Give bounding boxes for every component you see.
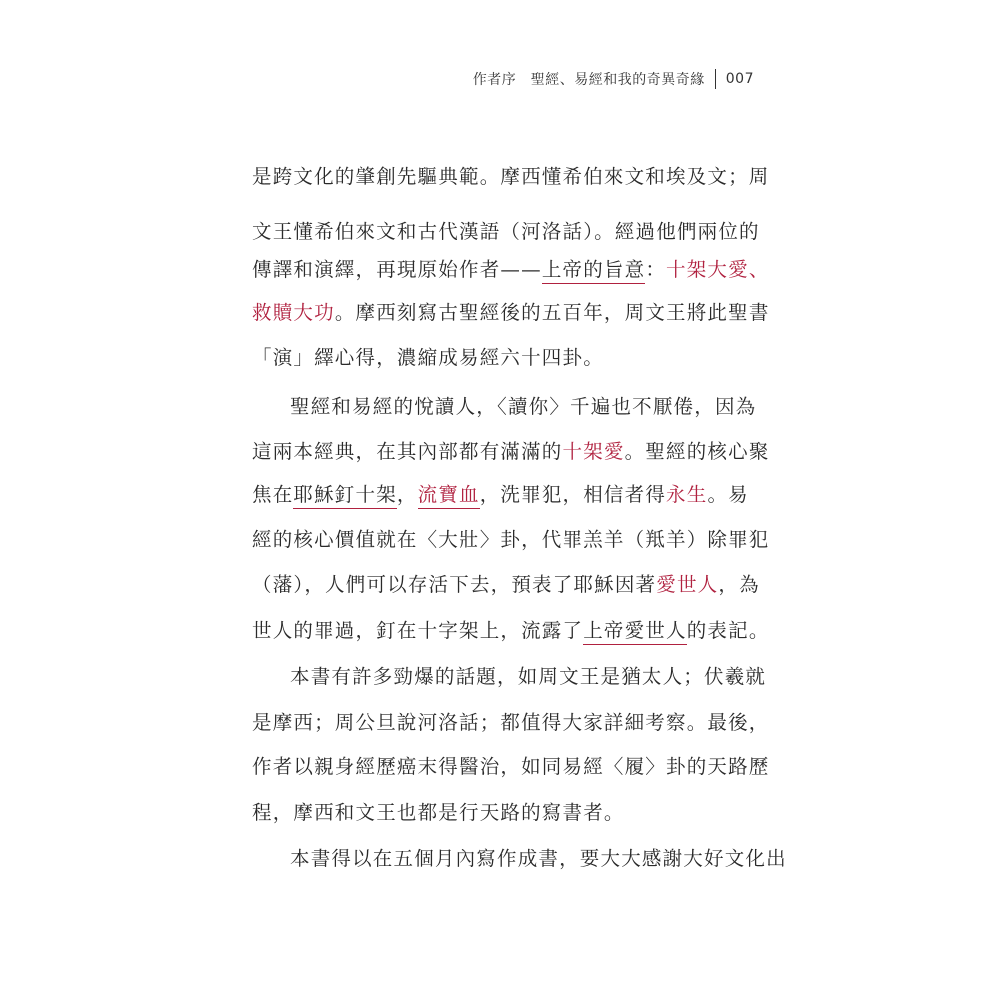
text-line bbox=[290, 665, 766, 689]
text-line bbox=[252, 220, 760, 244]
text-run: 焦在 bbox=[252, 483, 294, 506]
text-line bbox=[252, 801, 625, 825]
text-run: 本書得以在五個月內寫作成書，要大大感謝大好文化出 bbox=[290, 847, 787, 870]
text-run: 。聖經的核心聚 bbox=[624, 440, 770, 463]
highlighted-underlined-phrase: 流寶血 bbox=[418, 483, 480, 509]
highlighted-phrase: 愛世人 bbox=[656, 573, 719, 596]
text-line bbox=[290, 395, 756, 419]
text-line bbox=[252, 440, 770, 464]
text-line bbox=[252, 711, 770, 735]
text-run: ： bbox=[645, 258, 667, 281]
text-run: 。易 bbox=[707, 483, 749, 506]
highlighted-phrase: 永生 bbox=[666, 483, 708, 506]
text-run: 作者以親身經歷癌末得醫治，如同易經〈履〉卦的天路歷 bbox=[252, 755, 770, 778]
page-number: 007 bbox=[725, 71, 754, 87]
text-line bbox=[252, 619, 770, 643]
text-run: 經的核心價值就在〈大壯〉卦，代罪羔羊（羝羊）除罪犯 bbox=[252, 528, 770, 551]
text-run: 「演」繹心得，濃縮成易經六十四卦。 bbox=[252, 346, 604, 369]
underlined-phrase: 耶穌釘十架 bbox=[293, 483, 397, 509]
text-run: 程，摩西和文王也都是行天路的寫書者。 bbox=[252, 801, 625, 824]
text-run: 世人的罪過，釘在十字架上，流露了 bbox=[252, 619, 584, 642]
text-line bbox=[252, 573, 760, 597]
text-run: 文王懂希伯來文和古代漢語（河洛話）。經過他們兩位的 bbox=[252, 220, 760, 243]
text-run: 聖經和易經的悅讀人，〈讀你〉千遍也不厭倦，因為 bbox=[290, 395, 757, 418]
text-line bbox=[252, 301, 770, 325]
text-run: 傳譯和演繹，再現原始作者—— bbox=[252, 258, 542, 281]
underlined-phrase: 上帝的旨意 bbox=[542, 258, 646, 284]
text-line bbox=[252, 258, 770, 282]
text-line bbox=[252, 165, 770, 189]
text-run: 。摩西刻寫古聖經後的五百年，周文王將此聖書 bbox=[334, 301, 770, 324]
underlined-phrase: 上帝愛世人 bbox=[583, 619, 687, 645]
highlighted-phrase: 十架愛 bbox=[562, 440, 625, 463]
text-run: 是跨文化的肇創先驅典範。摩西懂希伯來文和埃及文；周 bbox=[252, 165, 770, 188]
header-divider bbox=[715, 69, 716, 89]
text-run: ， bbox=[396, 483, 418, 506]
text-run: ，洗罪犯，相信者得 bbox=[479, 483, 667, 506]
chapter-title: 作者序 聖經、易經和我的奇異奇緣 bbox=[472, 72, 705, 88]
running-header bbox=[473, 69, 754, 89]
text-line bbox=[252, 528, 770, 552]
text-run: 這兩本經典，在其內部都有滿滿的 bbox=[252, 440, 563, 463]
text-run: 本書有許多勁爆的話題，如周文王是猶太人；伏羲就 bbox=[290, 665, 767, 688]
text-line bbox=[252, 346, 604, 370]
text-run: 的表記。 bbox=[686, 619, 770, 642]
text-line bbox=[252, 755, 770, 779]
highlighted-phrase: 救贖大功 bbox=[252, 301, 335, 324]
text-run: ，為 bbox=[718, 573, 760, 596]
text-run: （藩），人們可以存活下去，預表了耶穌因著 bbox=[252, 573, 657, 596]
text-line bbox=[290, 847, 787, 871]
text-run: 是摩西；周公旦說河洛話；都值得大家詳細考察。最後， bbox=[252, 711, 770, 734]
highlighted-phrase: 十架大愛、 bbox=[666, 258, 770, 281]
text-line bbox=[252, 483, 749, 507]
